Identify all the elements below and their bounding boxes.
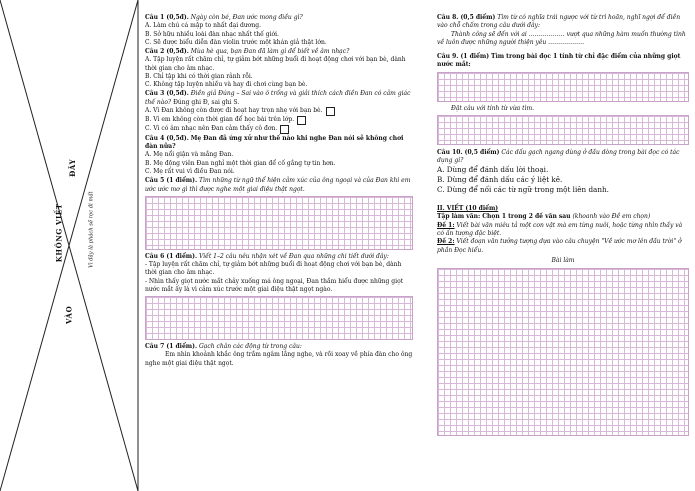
column-left bbox=[145, 14, 413, 369]
q4-option-b[interactable]: B. Mẹ động viên Đan nghỉ một thời gian để cố gắng tự tin hơn. bbox=[145, 159, 336, 167]
q10-prompt: Các dấu gạch ngang dùng ở đầu dòng trong bài đọc có tác dụng gì? bbox=[437, 148, 680, 165]
question-4 bbox=[145, 135, 413, 176]
margin-label-khong-viet: KHÔNG VIẾT bbox=[54, 203, 64, 263]
margin-label-day: ĐÂY bbox=[68, 158, 78, 177]
q3-option-a-row bbox=[145, 107, 413, 116]
q7-sentence[interactable]: Em nhìn khoảnh khắc ông trầm ngâm lắng nghe, và rồi xoay về phía đàn cho ông nghe một giai điệu thật ngọt. bbox=[145, 351, 413, 367]
q4-label: Câu 4 (0,5đ). bbox=[145, 134, 189, 142]
column-right bbox=[437, 14, 689, 439]
q1-option-a[interactable]: A. Làm chú cá mập to nhất đại dương. bbox=[145, 22, 261, 30]
q2-label: Câu 2 (0,5đ). bbox=[145, 48, 189, 56]
question-10 bbox=[437, 149, 689, 195]
q4-prompt: Mẹ Đan đã ứng xử như thế nào khi nghe Đan nói sẽ không chơi đàn nữa? bbox=[145, 134, 404, 151]
writing-instruction-note: (khoanh vào Đề em chọn) bbox=[572, 213, 651, 221]
de2-label[interactable]: Đề 2: bbox=[437, 238, 455, 246]
q8-prompt: Tìm từ có nghĩa trái ngược với từ trì hoãn, nghĩ ngợi để điền vào chỗ chấm trong câu dưới đây: bbox=[437, 14, 681, 30]
margin-note: Vì đây là phách sẽ rọc đi mất bbox=[88, 191, 95, 268]
q3-option-c-row bbox=[145, 125, 413, 134]
question-6 bbox=[145, 253, 413, 340]
q7-label: Câu 7 (1 điểm). bbox=[145, 343, 198, 351]
q8-label: Câu 8. (0,5 điểm) bbox=[437, 14, 496, 21]
q4-option-c[interactable]: C. Mẹ rất vui vì điều Đan nói. bbox=[145, 167, 235, 175]
q3-answer-box-b[interactable] bbox=[297, 116, 306, 125]
q4-option-a[interactable]: A. Mẹ nổi giận và mắng Đan. bbox=[145, 151, 234, 159]
q2-option-c[interactable]: C. Không tập luyện nhiều và hay đi chơi cùng bạn bè. bbox=[145, 81, 308, 89]
question-3 bbox=[145, 90, 413, 134]
q9-answer-grid-1[interactable] bbox=[437, 72, 689, 102]
q2-prompt: Mùa hè qua, bạn Đan đã làm gì để biết về âm nhạc? bbox=[190, 48, 350, 56]
q9-label: Câu 9. (1 điểm) bbox=[437, 53, 490, 61]
q1-prompt: Ngày còn bé, Đan ước mong điều gì? bbox=[190, 14, 303, 21]
q3-prompt: Điền giả Đúng – Sai vào ô trống và giải thích cách điền Đan có cảm giác thế nào? bbox=[145, 90, 411, 106]
q6-detail-1: - Tập luyện rất chăm chỉ, tự giảm bớt những buổi đi hoạt động chơi với bạn bè, dành thời gian cho âm nhạc. bbox=[145, 261, 402, 277]
q3-extra: Đúng ghi Đ, sai ghi S. bbox=[173, 98, 240, 106]
writing-instruction: Tập làm văn: Chọn 1 trong 2 đề văn sau bbox=[437, 213, 571, 221]
q5-answer-grid[interactable] bbox=[145, 196, 413, 250]
question-8 bbox=[437, 14, 689, 47]
q1-option-c[interactable]: C. Sẽ được biểu diễn đàn violin trước một khán giả thật lớn. bbox=[145, 38, 327, 46]
q6-answer-grid[interactable] bbox=[145, 296, 413, 340]
q3-option-c: C. Vì có âm nhạc nên Đan cảm thấy cô đơn. bbox=[145, 125, 278, 133]
q2-option-b[interactable]: B. Chỉ tập khi có thời gian rảnh rỗi. bbox=[145, 72, 253, 80]
q1-option-b[interactable]: B. Sở hữu nhiều loài đàn nhạc nhất thế giới. bbox=[145, 30, 279, 38]
q6-prompt: Viết 1–2 câu nêu nhận xét về Đan qua những chi tiết dưới đây: bbox=[198, 252, 389, 260]
q3-answer-box-a[interactable] bbox=[326, 107, 335, 116]
q8-sentence[interactable]: Thành công sẽ đến với ai ……………… vượt qua những hàm muốn thường tình về luôn được những người thiện yêu ……………… bbox=[437, 30, 686, 46]
q10-option-c[interactable]: C. Dùng để nối các từ ngữ trong một liên danh. bbox=[437, 185, 609, 195]
de2-text: Viết đoạn văn tưởng tượng dựa vào câu chuyện "Về ước mơ lên đầu trời" ở phần Đọc hiểu. bbox=[437, 238, 682, 254]
q10-option-a[interactable]: A. Dùng để đánh dấu lời thoại. bbox=[437, 165, 549, 175]
q10-option-b[interactable]: B. Dùng để đánh dấu các ý liệt kê. bbox=[437, 175, 563, 185]
q5-label: Câu 5 (1 điểm). bbox=[145, 177, 198, 185]
q3-answer-box-c[interactable] bbox=[280, 125, 289, 134]
question-5 bbox=[145, 177, 413, 250]
margin-label-vao: VÀO bbox=[64, 305, 74, 324]
de1-text: Viết bài văn miêu tả một con vật mà em từng nuôi, hoặc từng nhìn thấy và có ấn tượng đặc biệt. bbox=[437, 221, 683, 237]
bai-lam-heading: Bài làm bbox=[551, 256, 575, 264]
question-2 bbox=[145, 48, 413, 89]
q3-label: Câu 3 (0,5đ). bbox=[145, 90, 189, 98]
question-9 bbox=[437, 53, 689, 145]
q6-label: Câu 6 (1 điểm). bbox=[145, 252, 198, 260]
q3-option-a: A. Vì Đan không còn được đi hoạt hay trọn nhẹ với bạn bè. bbox=[145, 107, 323, 115]
q7-prompt: Gạch chân các động từ trong câu: bbox=[198, 343, 302, 351]
writing-title: II. VIẾT (10 điểm) bbox=[437, 205, 499, 213]
q6-detail-2: - Nhìn thấy giọt nước mắt chảy xuống má ông ngoại, Đan thầm hiểu được những giọt nước mắt ấy là vì cảm xúc trước một giai điệu thật ngọt ngào. bbox=[145, 277, 404, 293]
q9-extra: Đặt câu với tính từ vừa tìm. bbox=[451, 104, 535, 112]
question-1 bbox=[145, 14, 413, 47]
essay-answer-grid[interactable] bbox=[437, 268, 689, 436]
q9-answer-grid-2[interactable] bbox=[437, 115, 689, 145]
q1-label: Câu 1 (0,5đ). bbox=[145, 14, 189, 21]
q9-prompt: Tìm trong bài đọc 1 tính từ chỉ đặc điểm của những giọt nước mắt: bbox=[437, 53, 681, 69]
margin-cross-lines bbox=[0, 0, 140, 491]
q2-option-a[interactable]: A. Tập luyện rất chăm chỉ, tự giảm bớt những buổi đi hoạt động chơi với bạn bè, dành thời gian cho âm nhạc. bbox=[145, 56, 406, 72]
q10-label: Câu 10. (0,5 điểm) bbox=[437, 148, 500, 156]
q5-prompt: Tìm những từ ngữ thể hiện cảm xúc của ông ngoại và của Đan khi em ước ước mơ gì thì được nghe một giai điệu thật ngọt. bbox=[145, 177, 411, 193]
writing-section bbox=[437, 205, 689, 436]
binding-margin bbox=[0, 0, 140, 491]
q3-option-b-row bbox=[145, 116, 413, 125]
q3-option-b: B. Vì em không còn thời gian để học bài trên lớp. bbox=[145, 116, 295, 124]
de1-label[interactable]: Đề 1: bbox=[437, 221, 455, 229]
question-7 bbox=[145, 343, 413, 368]
